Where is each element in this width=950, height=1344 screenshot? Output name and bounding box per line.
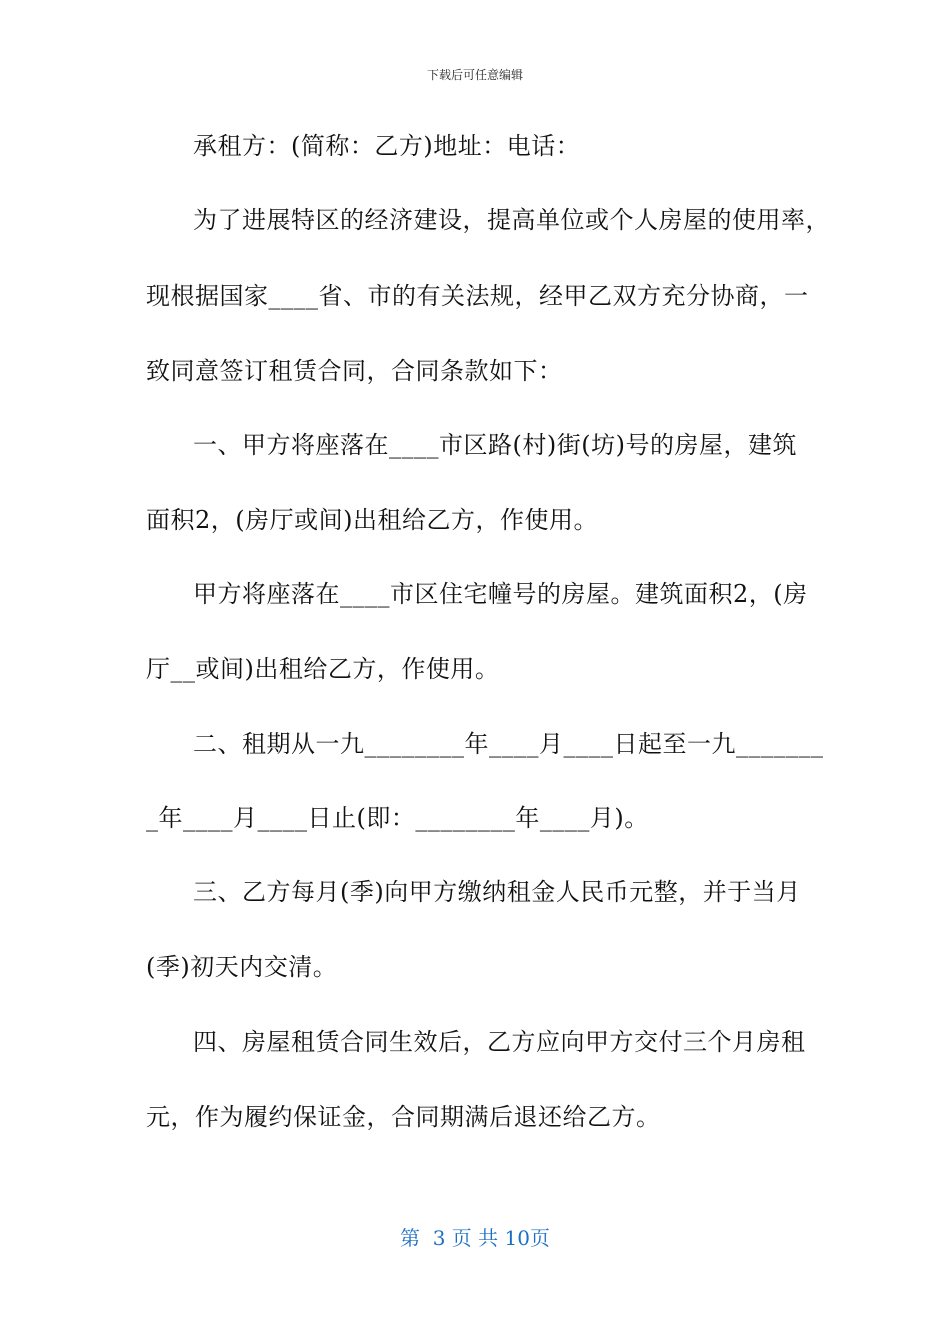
text-line: 致同意签订租赁合同，合同条款如下：: [146, 357, 563, 385]
text-line: 二、租期从一九________年____月____日起至一九_______: [193, 730, 824, 758]
text-line: (季)初天内交清。: [146, 953, 338, 981]
text-line: 承租方：(简称：乙方)地址：电话：: [193, 132, 581, 160]
text-line: 为了进展特区的经济建设，提高单位或个人房屋的使用率，: [193, 206, 830, 234]
text-line: 甲方将座落在____市区住宅幢号的房屋。建筑面积2，(房: [193, 580, 808, 608]
text-line: 元，作为履约保证金，合同期满后退还给乙方。: [146, 1103, 661, 1131]
text-line: 现根据国家____省、市的有关法规，经甲乙双方充分协商，一: [146, 282, 809, 310]
text-line: 四、房屋租赁合同生效后，乙方应向甲方交付三个月房租: [193, 1028, 806, 1056]
text-line: 三、乙方每月(季)向甲方缴纳租金人民币元整，并于当月: [193, 878, 801, 906]
page-header: 下载后可任意编辑: [426, 68, 523, 82]
text-line: 一、甲方将座落在____市区路(村)街(坊)号的房屋，建筑: [193, 431, 797, 459]
text-line: 面积2，(房厅或间)出租给乙方，作使用。: [146, 506, 598, 534]
text-line: _年____月____日止(即：________年____月)。: [146, 804, 649, 832]
page-number: 第 3 页 共 10页: [400, 1226, 550, 1250]
text-line: 厅__或间)出租给乙方，作使用。: [146, 655, 500, 683]
